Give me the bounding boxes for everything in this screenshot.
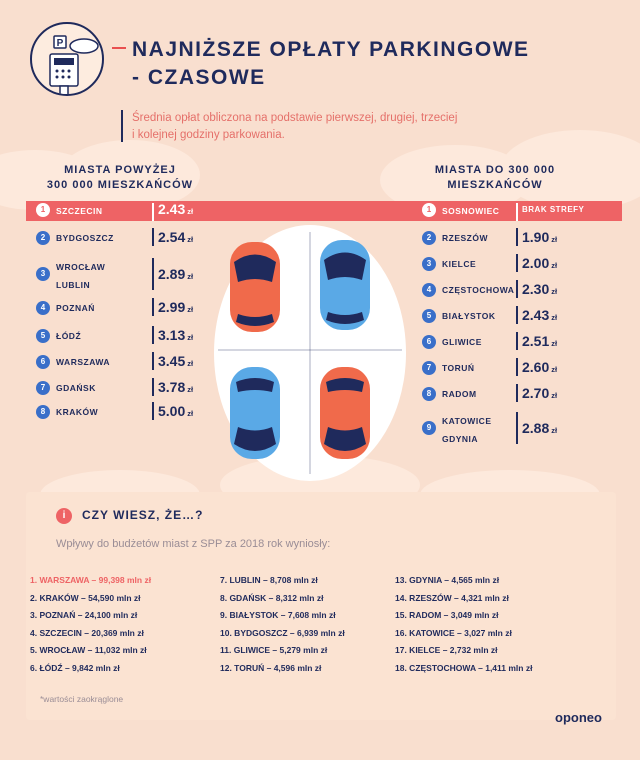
did-you-know-intro: Wpływy do budżetów miast z SPP za 2018 rok wyniosły:	[56, 538, 331, 550]
revenue-item: 2. KRAKÓW – 54,590 mln zł	[30, 592, 141, 603]
city-name	[56, 356, 110, 368]
price-amount: 2.30	[522, 281, 550, 297]
price-unit: zł	[187, 272, 194, 281]
city-name	[442, 336, 482, 348]
ranking-row	[422, 382, 632, 406]
oponeo-logo: oponeo	[555, 710, 602, 725]
rank-badge: 3	[36, 267, 50, 281]
separator-bar	[516, 306, 518, 324]
right-title-line2: MIESZKAŃCÓW	[447, 179, 543, 191]
revenue-item: 4. SZCZECIN – 20,369 mln zł	[30, 627, 144, 638]
price-value	[522, 420, 557, 436]
revenue-item: 12. TORUŃ – 4,596 mln zł	[220, 662, 322, 673]
price-amount: 2.70	[522, 385, 550, 401]
revenue-item: 17. KIELCE – 2,732 mln zł	[395, 645, 498, 655]
city-name	[442, 362, 475, 374]
rank-badge: 6	[36, 355, 50, 369]
city-name-line1: WROCŁAW	[56, 262, 106, 272]
price-unit: zł	[551, 426, 558, 435]
city-name-line1: WARSZAWA	[56, 357, 111, 367]
left-title-line1: MIASTA POWYŻEJ	[64, 164, 176, 176]
revenue-item: 13. GDYNIA – 4,565 mln zł	[395, 575, 500, 585]
revenue-item: 11. GLIWICE – 5,279 mln zł	[220, 645, 328, 655]
price-value	[522, 307, 557, 323]
revenue-item: 3. POZNAŃ – 24,100 mln zł	[30, 610, 138, 620]
city-name-line2: GDYNIA	[442, 434, 479, 444]
city-name-line1: KRAKÓW	[56, 407, 99, 417]
separator-bar	[152, 203, 154, 221]
separator-bar	[516, 228, 518, 246]
separator-bar	[516, 254, 518, 272]
red-car-icon	[320, 367, 370, 459]
price-amount: 3.13	[158, 327, 186, 343]
ranking-row	[422, 252, 632, 276]
rank-badge: 1	[36, 203, 50, 217]
separator-bar	[516, 358, 518, 376]
price-unit: zł	[551, 261, 558, 270]
ranking-row	[36, 400, 246, 424]
rank-badge: 4	[422, 283, 436, 297]
ranking-row	[36, 350, 246, 374]
title-line2: - CZASOWE	[132, 66, 266, 89]
footnote: *wartości zaokrąglone	[40, 694, 124, 704]
price-value	[158, 353, 193, 369]
ranking-row	[36, 200, 246, 224]
city-name	[56, 330, 81, 342]
separator-bar	[152, 298, 154, 316]
revenue-item: 5. WROCŁAW – 11,032 mln zł	[30, 645, 147, 655]
revenue-item: 8. GDAŃSK – 8,312 mln zł	[220, 592, 324, 603]
city-name-line1: RZESZÓW	[442, 233, 488, 243]
ranking-row	[36, 324, 246, 348]
rank-badge: 5	[36, 329, 50, 343]
price-amount: 2.43	[158, 201, 186, 217]
price-amount: 2.43	[522, 307, 550, 323]
rank-badge: 7	[422, 361, 436, 375]
ranking-row	[422, 410, 632, 446]
revenue-list-col1	[30, 572, 151, 677]
rank-badge: 2	[36, 231, 50, 245]
city-name-line1: RADOM	[442, 389, 477, 399]
revenue-item: 15. RADOM – 3,049 mln zł	[395, 610, 499, 620]
price-amount: 5.00	[158, 403, 186, 419]
ranking-row	[36, 226, 246, 250]
ranking-row	[422, 356, 632, 380]
rank-badge: 7	[36, 381, 50, 395]
blue-car-icon	[320, 240, 370, 330]
revenue-item: 6. ŁÓDŹ – 9,842 mln zł	[30, 662, 120, 673]
revenue-list-col3	[395, 572, 532, 677]
price-amount: 2.00	[522, 255, 550, 271]
city-name-line1: KATOWICE	[442, 416, 492, 426]
price-amount: 2.88	[522, 420, 550, 436]
ranking-row	[36, 296, 246, 320]
separator-bar	[516, 280, 518, 298]
city-name-line1: BYDGOSZCZ	[56, 233, 114, 243]
price-value	[158, 327, 193, 343]
rank-badge: 4	[36, 301, 50, 315]
did-you-know-title: CZY WIESZ, ŻE…?	[82, 508, 204, 522]
city-name	[56, 382, 96, 394]
left-title-line2: 300 000 MIESZKAŃCÓW	[46, 179, 194, 191]
city-name	[56, 302, 95, 314]
price-unit: zł	[551, 313, 558, 322]
city-name	[442, 258, 476, 270]
revenue-item: 16. KATOWICE – 3,027 mln zł	[395, 627, 512, 638]
svg-text:P: P	[56, 38, 64, 49]
separator-bar	[516, 384, 518, 402]
city-name	[442, 310, 495, 322]
city-name-line1: TORUŃ	[442, 363, 475, 373]
price-value	[522, 229, 557, 245]
price-value	[522, 201, 584, 217]
price-value	[158, 403, 193, 419]
price-unit: zł	[551, 391, 558, 400]
city-name-line1: KIELCE	[442, 259, 477, 269]
price-unit: zł	[551, 235, 558, 244]
city-name	[56, 261, 105, 291]
city-name	[442, 205, 499, 217]
price-value	[158, 201, 193, 217]
price-value	[158, 266, 193, 282]
price-unit: zł	[551, 287, 558, 296]
city-name	[442, 388, 477, 400]
revenue-item: 7. LUBLIN – 8,708 mln zł	[220, 575, 318, 585]
price-unit: zł	[187, 409, 194, 418]
revenue-item: 10. BYDGOSZCZ – 6,939 mln zł	[220, 627, 345, 638]
city-name-line1: SOSNOWIEC	[442, 206, 500, 216]
rank-badge: 5	[422, 309, 436, 323]
city-name-line2: LUBLIN	[56, 280, 91, 290]
ranking-row	[422, 304, 632, 328]
title-line1: NAJNIŻSZE OPŁATY PARKINGOWE	[132, 38, 530, 61]
price-value	[522, 359, 557, 375]
separator-bar	[152, 326, 154, 344]
city-name-line1: GLIWICE	[442, 337, 482, 347]
revenue-item: 18. CZĘSTOCHOWA – 1,411 mln zł	[395, 662, 533, 673]
price-unit: zł	[551, 339, 558, 348]
rank-badge: 6	[422, 335, 436, 349]
price-unit: zł	[187, 305, 194, 314]
price-value	[522, 255, 557, 271]
price-value	[158, 379, 193, 395]
title-accent-dash	[112, 47, 126, 49]
revenue-item: 9. BIAŁYSTOK – 7,608 mln zł	[220, 610, 336, 620]
separator-bar	[516, 203, 518, 221]
price-unit: zł	[187, 385, 194, 394]
price-amount: 2.51	[522, 333, 550, 349]
subtitle: Średnia opłat obliczona na podstawie pierwszej, drugiej, trzeciej i kolejnej godziny parkowania.	[132, 112, 458, 141]
ranking-row	[36, 376, 246, 400]
ranking-row	[422, 330, 632, 354]
separator-bar	[152, 258, 154, 290]
price-amount: 2.60	[522, 359, 550, 375]
price-unit: zł	[551, 365, 558, 374]
price-amount: 2.54	[158, 229, 186, 245]
rank-badge: 2	[422, 231, 436, 245]
price-amount: 3.45	[158, 353, 186, 369]
city-name-line1: ŁÓDŹ	[56, 331, 82, 341]
city-name-line1: BIAŁYSTOK	[442, 311, 496, 321]
separator-bar	[516, 412, 518, 444]
ranking-row	[36, 256, 246, 292]
rank-badge: 3	[422, 257, 436, 271]
ranking-row	[422, 278, 632, 302]
right-title-line1: MIASTA DO 300 000	[434, 164, 556, 176]
info-icon: i	[56, 508, 72, 524]
price-value	[522, 281, 557, 297]
parking-meter-icon	[30, 22, 104, 96]
rank-badge: 9	[422, 421, 436, 435]
city-name-line1: POZNAŃ	[56, 303, 95, 313]
separator-bar	[516, 332, 518, 350]
city-name-line1: SZCZECIN	[56, 206, 103, 216]
revenue-item: 1. WARSZAWA – 99,398 mln zł	[30, 575, 152, 585]
rank-badge: 1	[422, 203, 436, 217]
price-value	[158, 229, 193, 245]
page-title	[132, 36, 572, 92]
city-name	[56, 232, 114, 244]
city-name	[442, 232, 488, 244]
price-unit: zł	[187, 333, 194, 342]
revenue-list-col2	[220, 572, 345, 677]
price-value	[522, 333, 557, 349]
price-amount: 2.99	[158, 299, 186, 315]
separator-bar	[152, 378, 154, 396]
city-name	[442, 284, 514, 296]
separator-bar	[152, 228, 154, 246]
rank-badge: 8	[36, 405, 50, 419]
price-value	[522, 385, 557, 401]
subtitle-bar	[121, 110, 123, 142]
price-amount: 2.89	[158, 266, 186, 282]
price-unit: zł	[187, 207, 194, 216]
right-column-title	[420, 163, 570, 193]
separator-bar	[152, 402, 154, 420]
city-name-line1: GDAŃSK	[56, 383, 96, 393]
city-name	[56, 406, 98, 418]
price-unit: zł	[187, 235, 194, 244]
revenue-item: 14. RZESZÓW – 4,321 mln zł	[395, 592, 509, 603]
ranking-row	[422, 200, 632, 224]
ranking-row	[422, 226, 632, 250]
city-name	[56, 205, 103, 217]
price-amount: 3.78	[158, 379, 186, 395]
city-name	[442, 415, 492, 445]
separator-bar	[152, 352, 154, 370]
city-name-line1: CZĘSTOCHOWA	[442, 285, 515, 295]
price-amount: BRAK STREFY	[522, 205, 585, 214]
price-amount: 1.90	[522, 229, 550, 245]
rank-badge: 8	[422, 387, 436, 401]
left-column-title	[40, 163, 200, 193]
price-unit: zł	[187, 359, 194, 368]
price-value	[158, 299, 193, 315]
